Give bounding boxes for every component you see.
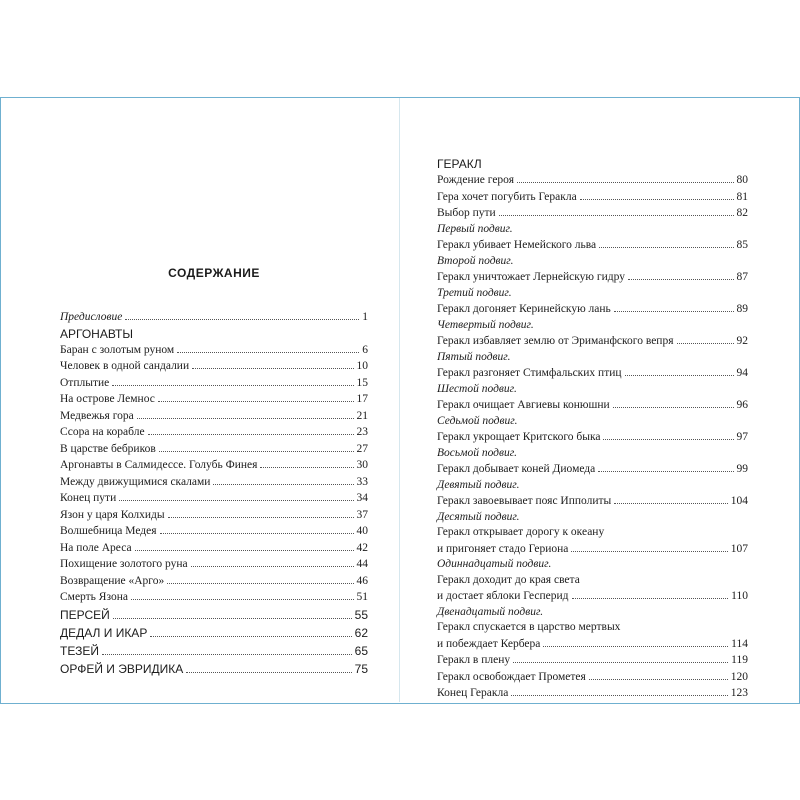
toc-entry — [60, 660, 368, 678]
toc-entry-title: ПЕРСЕЙ — [60, 607, 110, 622]
toc-entry-title: Возвращение «Арго» — [60, 574, 165, 587]
toc-entry-title: Человек в одной сандалии — [60, 360, 190, 372]
toc-entry — [60, 573, 368, 590]
toc-entry — [437, 205, 748, 222]
toc-entry — [60, 556, 368, 573]
toc-entry — [437, 237, 748, 254]
dot-leader — [148, 433, 354, 435]
toc-entry-page: 37 — [356, 508, 368, 521]
dot-leader — [513, 661, 728, 663]
dot-leader — [192, 367, 353, 369]
toc-entry-title: Геракл убивает Немейского льва — [437, 239, 597, 251]
toc-entry-page: 89 — [736, 303, 748, 315]
toc-entry-title: Геракл в плену — [437, 654, 511, 666]
toc-entry-page: 17 — [356, 393, 368, 405]
toc-entry-page: 123 — [730, 687, 748, 699]
toc-entry-page: 92 — [736, 335, 748, 347]
toc-entry — [60, 474, 368, 491]
toc-entry — [437, 189, 748, 206]
labor-label: Первый подвиг. — [437, 222, 513, 235]
toc-entry-page: 55 — [354, 607, 368, 622]
toc-entry — [60, 540, 368, 557]
toc-entry-title: Конец Геракла — [437, 687, 509, 699]
toc-entry-page: 40 — [356, 525, 368, 537]
toc-entry-title: Выбор пути — [437, 207, 496, 219]
toc-entry-title: Геракл догоняет Керинейскую лань — [437, 303, 611, 315]
toc-entry-page: 42 — [356, 541, 368, 554]
toc-entry — [60, 624, 368, 642]
left-sections — [60, 606, 368, 678]
dot-leader — [112, 384, 353, 386]
toc-entry — [437, 172, 748, 189]
toc-entry-page: 44 — [356, 558, 368, 570]
dot-leader — [517, 181, 733, 183]
toc-entry-page: 80 — [736, 174, 748, 186]
dot-leader — [625, 374, 734, 376]
dot-leader — [260, 466, 353, 468]
toc-entry — [437, 636, 748, 653]
toc-entry-page: 99 — [736, 463, 748, 475]
page-gutter — [399, 98, 400, 702]
dot-leader — [599, 246, 733, 248]
heracles-labors — [437, 222, 748, 653]
dot-leader — [213, 483, 353, 485]
toc-entry — [60, 507, 368, 524]
toc-entry-page: 21 — [356, 409, 368, 422]
dot-leader — [186, 671, 351, 673]
labor-label: Седьмой подвиг. — [437, 414, 518, 427]
toc-entry — [60, 375, 368, 392]
dot-leader — [614, 502, 727, 504]
dot-leader — [614, 310, 734, 312]
dot-leader — [499, 214, 734, 216]
labor-label: Восьмой подвиг. — [437, 446, 517, 459]
toc-entry-title: Смерть Язона — [60, 591, 128, 603]
toc-entry — [60, 408, 368, 425]
toc-entry-title: Ссора на корабле — [60, 426, 145, 438]
dot-leader — [603, 438, 733, 440]
toc-entry — [60, 391, 368, 408]
toc-entry-title: Предисловие — [60, 311, 123, 323]
toc-entry-page: 107 — [730, 542, 748, 555]
toc-entry-page: 96 — [736, 399, 748, 411]
labor-label: Третий подвиг. — [437, 286, 512, 299]
toc-entry-title: Конец пути — [60, 492, 117, 504]
toc-entry-page: 27 — [356, 442, 368, 455]
labor-label: Второй подвиг. — [437, 254, 514, 267]
toc-entry-title: Геракл укрощает Критского быка — [437, 431, 601, 443]
toc-entry-page: 10 — [356, 360, 368, 372]
toc-entry-page: 114 — [731, 637, 748, 650]
toc-entry-title: Баран с золотым руном — [60, 343, 175, 356]
toc-entry-page: 119 — [731, 654, 748, 666]
dot-leader — [511, 694, 727, 696]
toc-entry-page: 82 — [736, 207, 748, 219]
left-page — [60, 265, 368, 678]
toc-entry-page: 97 — [736, 431, 748, 443]
argonauts-entries — [60, 342, 368, 606]
toc-entry — [60, 342, 368, 359]
toc-entry-title: На острове Лемнос — [60, 393, 155, 405]
toc-entry — [60, 642, 368, 660]
toc-entry — [437, 652, 748, 669]
toc-entry-title: Геракл завоевывает пояс Ипполиты — [437, 495, 612, 507]
toc-entry-title: и побеждает Кербера — [437, 637, 541, 650]
labor-label: Четвертый подвиг. — [437, 318, 534, 331]
toc-entry — [60, 424, 368, 441]
toc-entry-title: Аргонавты в Салмидессе. Голубь Финея — [60, 459, 258, 471]
toc-entry — [437, 397, 748, 414]
toc-entry-page: 62 — [354, 625, 368, 640]
toc-entry — [60, 490, 368, 507]
toc-entry-page: 87 — [736, 271, 748, 283]
toc-title: СОДЕРЖАНИЕ — [168, 266, 260, 280]
dot-leader — [102, 653, 352, 655]
labor-label: Девятый подвиг. — [437, 478, 520, 491]
toc-entry — [437, 269, 748, 286]
toc-entry — [437, 365, 748, 382]
labor-line: Геракл доходит до края света — [437, 573, 580, 586]
toc-entry-page: 120 — [730, 670, 748, 683]
toc-entry-page: 85 — [736, 239, 748, 251]
toc-entry-title: Похищение золотого руна — [60, 558, 188, 570]
toc-entry-page: 34 — [356, 492, 368, 504]
toc-entry-title: Геракл уничтожает Лернейскую гидру — [437, 271, 625, 283]
heracles-intro-entries — [437, 172, 748, 222]
toc-entry — [60, 457, 368, 474]
labor-label: Одиннадцатый подвиг. — [437, 558, 552, 570]
toc-entry-page: 15 — [356, 376, 368, 389]
labor-label: Шестой подвиг. — [437, 382, 517, 395]
labor-label: Десятый подвиг. — [437, 510, 520, 523]
dot-leader — [135, 549, 354, 551]
dot-leader — [613, 406, 734, 408]
toc-entry-preface — [60, 309, 368, 326]
toc-entry-title: Геракл разгоняет Стимфальских птиц — [437, 367, 622, 379]
toc-entry-title: На поле Ареса — [60, 541, 132, 554]
toc-entry-page: 81 — [736, 190, 748, 203]
dot-leader — [580, 198, 734, 200]
toc-entry-page: 94 — [736, 367, 748, 379]
dot-leader — [125, 318, 359, 320]
dot-leader — [191, 565, 354, 567]
toc-entry-title: Между движущимися скалами — [60, 475, 211, 488]
frame-left-edge — [0, 97, 1, 703]
heracles-outro-entries — [437, 652, 748, 702]
toc-entry-title: Геракл освобождает Прометея — [437, 670, 586, 683]
dot-leader — [159, 450, 354, 452]
dot-leader — [572, 597, 729, 599]
dot-leader — [598, 470, 733, 472]
toc-entry-title: ДЕДАЛ И ИКАР — [60, 625, 148, 640]
labor-label: Пятый подвиг. — [437, 350, 511, 363]
toc-entry-page: 30 — [356, 459, 368, 471]
toc-entry-title: Геракл избавляет землю от Эриманфского вепря — [437, 335, 674, 347]
dot-leader — [119, 499, 353, 501]
toc-entry-title: ТЕЗЕЙ — [60, 643, 99, 658]
toc-entry-page: 23 — [356, 426, 368, 438]
labor-line: Геракл открывает дорогу к океану — [437, 526, 605, 538]
toc-entry-title: и достает яблоки Гесперид — [437, 590, 569, 602]
right-page — [437, 156, 748, 702]
toc-entry — [60, 589, 368, 606]
toc-entry — [437, 669, 748, 686]
dot-leader — [168, 516, 354, 518]
toc-entry — [437, 333, 748, 350]
toc-entry — [60, 441, 368, 458]
toc-entry — [437, 493, 748, 510]
toc-entry-page: 65 — [354, 643, 368, 658]
section-heading-heracles: ГЕРАКЛ — [437, 157, 482, 171]
dot-leader — [167, 582, 353, 584]
toc-entry — [437, 461, 748, 478]
dot-leader — [589, 678, 728, 680]
toc-entry-title: Язон у царя Колхиды — [60, 508, 165, 521]
dot-leader — [137, 417, 354, 419]
dot-leader — [677, 342, 734, 344]
toc-entry-page: 51 — [356, 591, 368, 603]
toc-entry-page: 1 — [362, 311, 368, 323]
toc-entry-title: Геракл очищает Авгиевы конюшни — [437, 399, 610, 411]
dot-leader — [160, 532, 354, 534]
labor-line: Геракл спускается в царство мертвых — [437, 621, 621, 633]
toc-entry-page: 33 — [356, 475, 368, 488]
toc-entry-title: В царстве бебриков — [60, 442, 156, 455]
toc-entry-page: 6 — [362, 343, 368, 356]
section-heading-argonauts: АРГОНАВТЫ — [60, 326, 133, 341]
toc-entry-title: Волшебница Медея — [60, 525, 157, 537]
dot-leader — [150, 635, 351, 637]
toc-entry — [437, 541, 748, 558]
dot-leader — [543, 645, 728, 647]
dot-leader — [131, 598, 354, 600]
toc-entry-title: Отплытие — [60, 376, 110, 389]
toc-entry-title: Рождение героя — [437, 174, 515, 186]
toc-entry — [437, 685, 748, 702]
toc-entry — [60, 358, 368, 375]
dot-leader — [177, 351, 359, 353]
toc-entry-page: 110 — [731, 590, 748, 602]
toc-entry-title: Гера хочет погубить Геракла — [437, 190, 577, 203]
dot-leader — [158, 400, 354, 402]
toc-entry — [437, 588, 748, 605]
dot-leader — [628, 278, 734, 280]
labor-label: Двенадцатый подвиг. — [437, 605, 544, 618]
toc-entry — [60, 523, 368, 540]
toc-entry-page: 75 — [354, 661, 368, 676]
toc-entry-title: Медвежья гора — [60, 409, 134, 422]
toc-entry-page: 46 — [356, 574, 368, 587]
dot-leader — [113, 617, 352, 619]
toc-entry-title: Геракл добывает коней Диомеда — [437, 463, 596, 475]
toc-entry-title: и пригоняет стадо Гериона — [437, 542, 569, 555]
toc-entry-title: ОРФЕЙ И ЭВРИДИКА — [60, 661, 184, 676]
toc-entry — [60, 606, 368, 624]
toc-entry-page: 104 — [730, 495, 748, 507]
toc-entry — [437, 301, 748, 318]
dot-leader — [571, 550, 727, 552]
toc-entry — [437, 429, 748, 446]
